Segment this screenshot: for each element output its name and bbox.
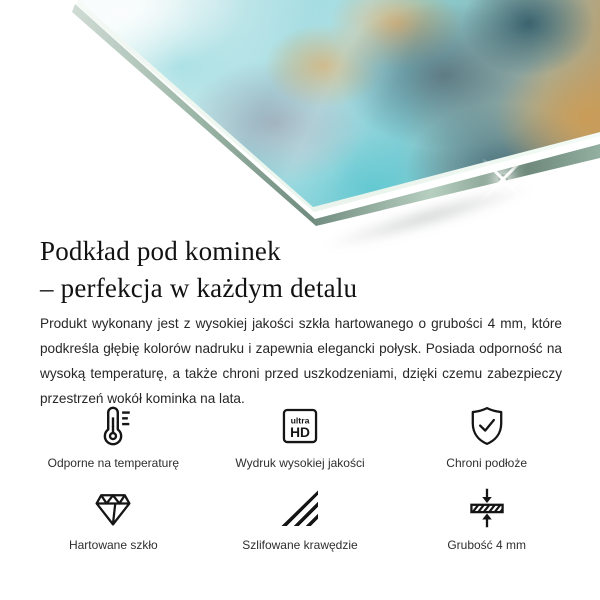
feature-label: Szlifowane krawędzie [242,538,358,552]
title-line-2: – perfekcja w każdym detalu [40,272,358,303]
feature-protects-floor [393,402,580,470]
feature-temperature [20,402,207,470]
feature-label: Odporne na temperaturę [47,456,180,470]
svg-text:ultra: ultra [290,415,310,426]
shield-check-icon [465,402,509,450]
feature-label: Hartowane szkło [68,538,158,552]
features-grid [20,402,580,552]
feature-label: Chroni podłoże [446,456,528,470]
feature-tempered-glass [20,484,207,552]
product-photo [0,0,600,236]
ultra-hd-icon [278,402,322,450]
thermometer-icon [90,402,136,450]
thickness-4mm-icon [465,484,509,532]
feature-print-quality [207,402,394,470]
feature-polished-edges [207,484,394,552]
polished-edges-icon [281,484,318,532]
feature-label: Grubość 4 mm [447,538,526,552]
feature-label: Wydruk wysokiej jakości [235,456,365,470]
page-title [40,233,580,306]
diamond-icon [91,484,135,532]
svg-text:HD: HD [290,425,310,440]
product-description: Produkt wykonany jest z wysokiej jakości szkła hartowanego o grubości 4 mm, które podkreśla głębię kolorów nadruku i zapewnia elegancki połysk. Posiada odporność na wysoką temperaturę, a także chroni przed uszkodzeniami, dzięki czemu zabezpieczy przestrzeń wokół kominka na lata. [40,316,562,407]
title-line-1: Podkład pod kominek [40,236,281,266]
feature-thickness [393,484,580,552]
